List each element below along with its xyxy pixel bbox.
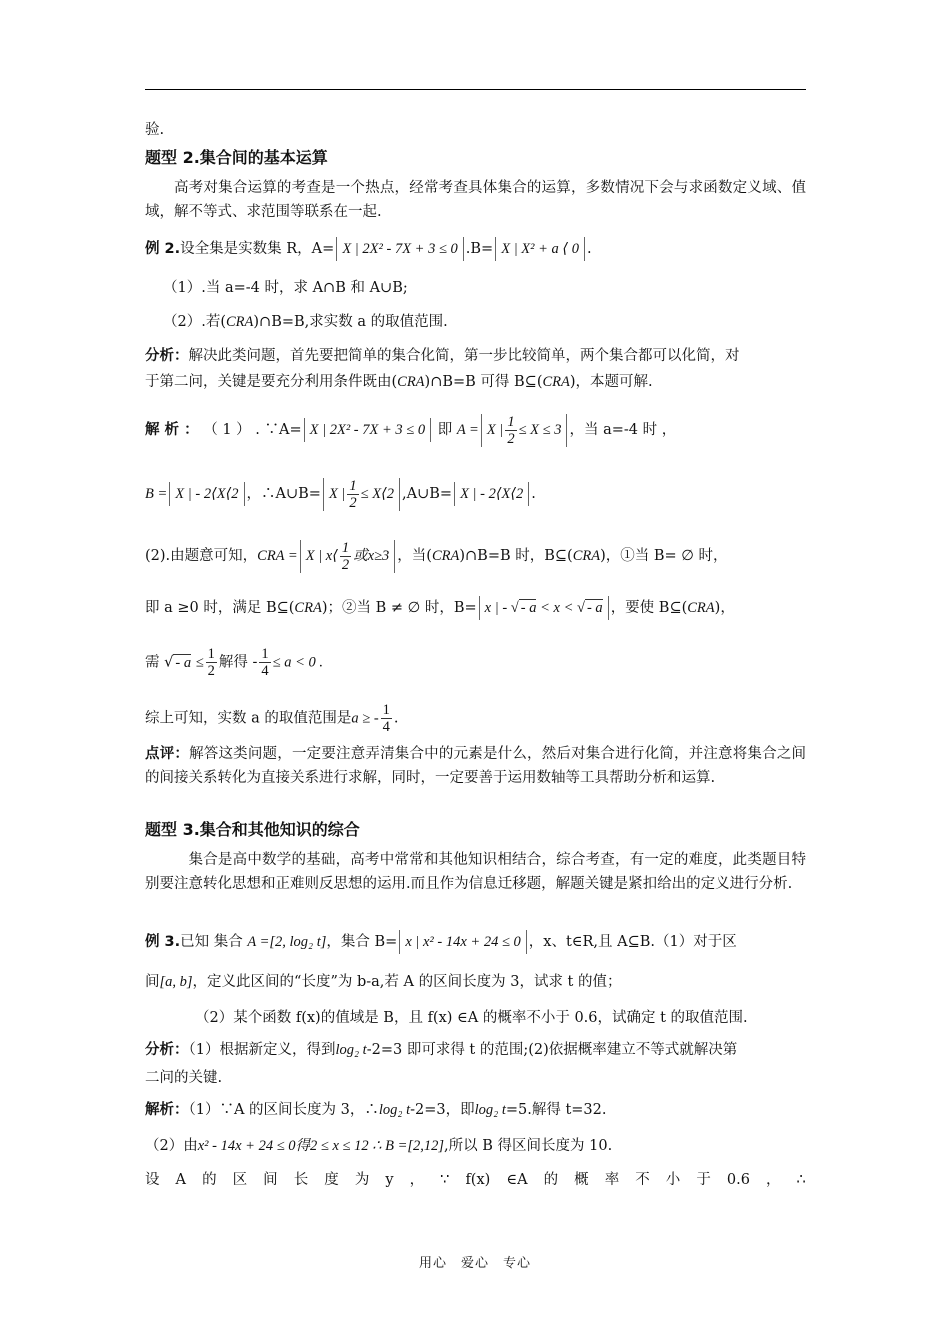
math: X | x⟨	[305, 547, 338, 564]
word: 间	[263, 1172, 278, 1188]
numerator: 1	[341, 540, 350, 556]
text: （2）.若(	[163, 314, 226, 330]
word: ，	[409, 1172, 425, 1188]
set-expression: X | X² + a ⟨ 0	[495, 237, 585, 261]
text: 已知 集合	[180, 934, 243, 950]
text: )，	[714, 600, 735, 616]
text: 需	[145, 654, 160, 671]
set-expression: x | x² - 14x + 24 ≤ 0	[399, 930, 526, 954]
solution-line	[145, 414, 676, 447]
set-expression	[481, 414, 568, 447]
text: -2=3，即	[410, 1102, 475, 1118]
intro-paragraph-2: 高考对集合运算的考查是一个热点，经常考查具体集合的运算，多数情况下会与求函数定义域、值域，解不等式、求范围等联系在一起.	[145, 180, 806, 220]
word: ，	[766, 1172, 781, 1188]
numerator: 1	[382, 702, 390, 718]
word: 度	[324, 1172, 339, 1188]
complement-symbol: CRA	[226, 314, 254, 330]
word: 概	[574, 1172, 589, 1188]
radicand: - a	[175, 654, 192, 671]
section-heading-3: 题型 3.集合和其他知识的综合	[145, 820, 360, 839]
math: log₂ t	[378, 1102, 411, 1118]
text: 解答这类问题，一定要注意弄清集合中的元素是什么，然后对集合进行化简，并注意将集合之间的间接关系转化为直接关系进行求解，同时，一定要善于运用数轴等工具帮助分析和运算.	[145, 746, 807, 786]
math: X |	[328, 485, 346, 502]
denominator: 4	[261, 663, 269, 679]
text: 间	[145, 974, 160, 990]
complement-symbol: CRA	[542, 374, 570, 390]
example-3-question-2: （2）某个函数 f(x)的值域是 B，且 f(x) ∈A 的概率不小于 0.6，试确定 t 的取值范围.	[195, 1010, 748, 1026]
set-expression: X | 2X² - 7X + 3 ≤ 0	[304, 418, 431, 442]
word: 不	[635, 1172, 650, 1188]
word: 的	[202, 1172, 217, 1188]
numerator: 1	[507, 414, 515, 430]
radicand: - a	[520, 600, 537, 616]
text: -2=3 即可求得 t 的范围;(2)依据概率建立不等式就解决第	[366, 1042, 738, 1058]
text: ，x、t∈R,且 A⊆B.（1）对于区	[528, 934, 737, 950]
fraction	[347, 478, 358, 511]
solution-line	[145, 1134, 612, 1158]
question-1: （1）.当 a=-4 时，求 A∩B 和 A∪B;	[163, 280, 408, 296]
analysis-line	[145, 1038, 737, 1062]
fraction	[340, 540, 351, 573]
math: CRA =	[257, 547, 298, 564]
word: A	[175, 1172, 187, 1188]
math: < x <	[540, 600, 574, 616]
math: log₂ t	[335, 1042, 367, 1058]
math: x | -	[484, 600, 508, 616]
text: ，集合 B=	[326, 934, 398, 950]
word: 为	[354, 1172, 370, 1188]
denominator: 2	[207, 663, 215, 679]
word: ∈A	[506, 1172, 528, 1188]
example-label: 例 3.	[145, 934, 181, 950]
denominator: 4	[382, 719, 390, 735]
denominator: 2	[349, 495, 357, 511]
word: ∵	[440, 1172, 450, 1188]
complement-symbol: CRA	[397, 374, 425, 390]
text: 即 a ≥0 时，满足 B⊆(	[145, 600, 295, 616]
radicand: - a	[586, 600, 603, 616]
text: )∩B=B,求实数 a 的取值范围.	[253, 314, 448, 330]
set-expression	[300, 540, 396, 573]
solution-line	[145, 1098, 607, 1122]
word: 的	[543, 1172, 559, 1188]
complement-symbol: CRA	[294, 600, 322, 616]
text: 设全集是实数集 R，A=	[180, 241, 335, 257]
analysis-label: 分析：	[145, 348, 189, 364]
text: （2）由	[145, 1138, 198, 1154]
fraction	[259, 646, 270, 679]
question-2	[163, 310, 448, 334]
denominator: 2	[341, 557, 350, 573]
analysis-line	[145, 344, 740, 368]
fraction	[206, 646, 217, 679]
comment-label: 点评：	[145, 746, 190, 762]
paragraph-line: 需 √ - a ≤ $\frac{1}{2}$ 解得 - $\frac{1}{4}$ ≤ a < 0 .	[145, 646, 324, 679]
analysis-line: 二问的关键.	[145, 1070, 223, 1086]
paragraph-part2	[145, 540, 728, 573]
complement-symbol: CRA	[572, 547, 601, 564]
analysis-line	[145, 370, 653, 394]
math: 或x≥3	[353, 547, 390, 564]
section-heading-2: 题型 2.集合间的基本运算	[145, 148, 328, 167]
math: ≤ X ≤ 3	[518, 421, 562, 438]
text: =5.解得 t=32.	[505, 1102, 607, 1118]
text: )∩B=B 可得 B⊆(	[424, 374, 543, 390]
text: ，定义此区间的“长度”为 b-a,若 A 的区间长度为 3，试求 t 的值；	[192, 974, 622, 990]
word: 区	[232, 1172, 248, 1188]
complement-symbol: CRA	[687, 600, 715, 616]
math: A =[2, log₂ t]	[247, 934, 327, 950]
fraction	[381, 702, 392, 735]
text: (2).由题意可知，	[145, 547, 258, 564]
solution-label: 解 析 ：	[145, 421, 199, 438]
word: ∴	[796, 1172, 806, 1188]
text: 于第二问，关键是要充分利用条件既由(	[145, 374, 398, 390]
math: log₂ t	[474, 1102, 506, 1118]
text: （1）∵A 的区间长度为 3，∴	[188, 1102, 379, 1118]
example-label: 例 2.	[145, 241, 181, 257]
text: .B=	[465, 241, 494, 257]
numerator: 1	[349, 478, 357, 494]
word: 于	[696, 1172, 711, 1188]
text: ，当 a=-4 时 ，	[569, 421, 677, 438]
text: .	[586, 241, 592, 257]
paragraph-line	[145, 702, 399, 735]
complement-symbol: CRA	[431, 547, 460, 564]
math: x² - 14x + 24 ≤ 0得2 ≤ x ≤ 12 ∴ B =[2,12]	[197, 1138, 445, 1154]
page-footer: 用心 爱心 专心	[418, 1256, 531, 1271]
math: [a, b]	[159, 974, 193, 990]
text: )，①当 B= ∅ 时，	[600, 547, 728, 564]
header-rule	[145, 89, 806, 90]
text: （ 1 ） . ∵A=	[203, 421, 302, 438]
last-line	[145, 1168, 806, 1192]
word: 长	[293, 1172, 309, 1188]
text: .	[393, 710, 399, 727]
set-expression: X | - 2⟨X⟨2	[454, 482, 529, 506]
math: X |	[486, 421, 504, 438]
math: ≤	[195, 654, 204, 671]
text: ，∴A∪B=	[246, 485, 321, 502]
set-expression: x | - √ - a < x < √ - a	[479, 596, 609, 620]
text: )，本题可解.	[569, 374, 653, 390]
intro-paragraph-3: 集合是高中数学的基础，高考中常常和其他知识相结合，综合考查，有一定的难度，此类题目特别要注意转化思想和正难则反思想的运用.而且作为信息迁移题，解题关键是紧扣给出的定义进行分析.	[145, 852, 806, 892]
analysis-label: 分析：	[145, 1042, 189, 1058]
text: )；②当 B ≠ ∅ 时，B=	[321, 600, 477, 616]
word: 设	[145, 1172, 160, 1188]
paragraph	[145, 118, 164, 142]
denominator: 2	[507, 431, 515, 447]
fraction	[505, 414, 516, 447]
math: a ≥ -	[351, 710, 379, 727]
paragraph-line	[145, 596, 735, 620]
text: ，要使 B⊆(	[610, 600, 688, 616]
numerator: 1	[261, 646, 269, 662]
text: )∩B=B 时，B⊆(	[459, 547, 573, 564]
comment-paragraph	[145, 742, 806, 790]
example-3-line	[145, 970, 621, 994]
text: 解得 -	[218, 654, 258, 671]
text: 综上可知，实数 a 的取值范围是	[145, 710, 352, 727]
text: 即	[433, 421, 457, 438]
solution-line	[145, 478, 536, 511]
word: f(x)	[465, 1172, 491, 1188]
text: 验.	[145, 122, 165, 138]
word: 率	[604, 1172, 620, 1188]
example-3	[145, 930, 737, 954]
text: ,所以 B 得区间长度为 10.	[444, 1138, 613, 1154]
set-expression	[323, 478, 400, 511]
numerator: 1	[207, 646, 215, 662]
math: A =	[456, 421, 479, 438]
text: ,A∪B=	[402, 485, 453, 502]
text: （1）根据新定义，得到	[188, 1042, 336, 1058]
solution-label: 解析：	[145, 1102, 189, 1118]
word: 0.6	[726, 1172, 750, 1188]
math: ≤ X⟨2	[360, 485, 395, 502]
set-expression: X | 2X² - 7X + 3 ≤ 0	[336, 237, 463, 261]
word: 小	[665, 1172, 681, 1188]
example-2	[145, 237, 592, 261]
text: .	[531, 485, 536, 502]
math: B =	[145, 485, 168, 502]
text: ，当(	[397, 547, 432, 564]
word: y	[385, 1172, 394, 1188]
math: ≤ a < 0 .	[272, 654, 324, 671]
set-expression: X | - 2⟨X⟨2	[169, 482, 244, 506]
text: 解决此类问题，首先要把简单的集合化简，第一步比较简单，两个集合都可以化简，对	[188, 348, 740, 364]
